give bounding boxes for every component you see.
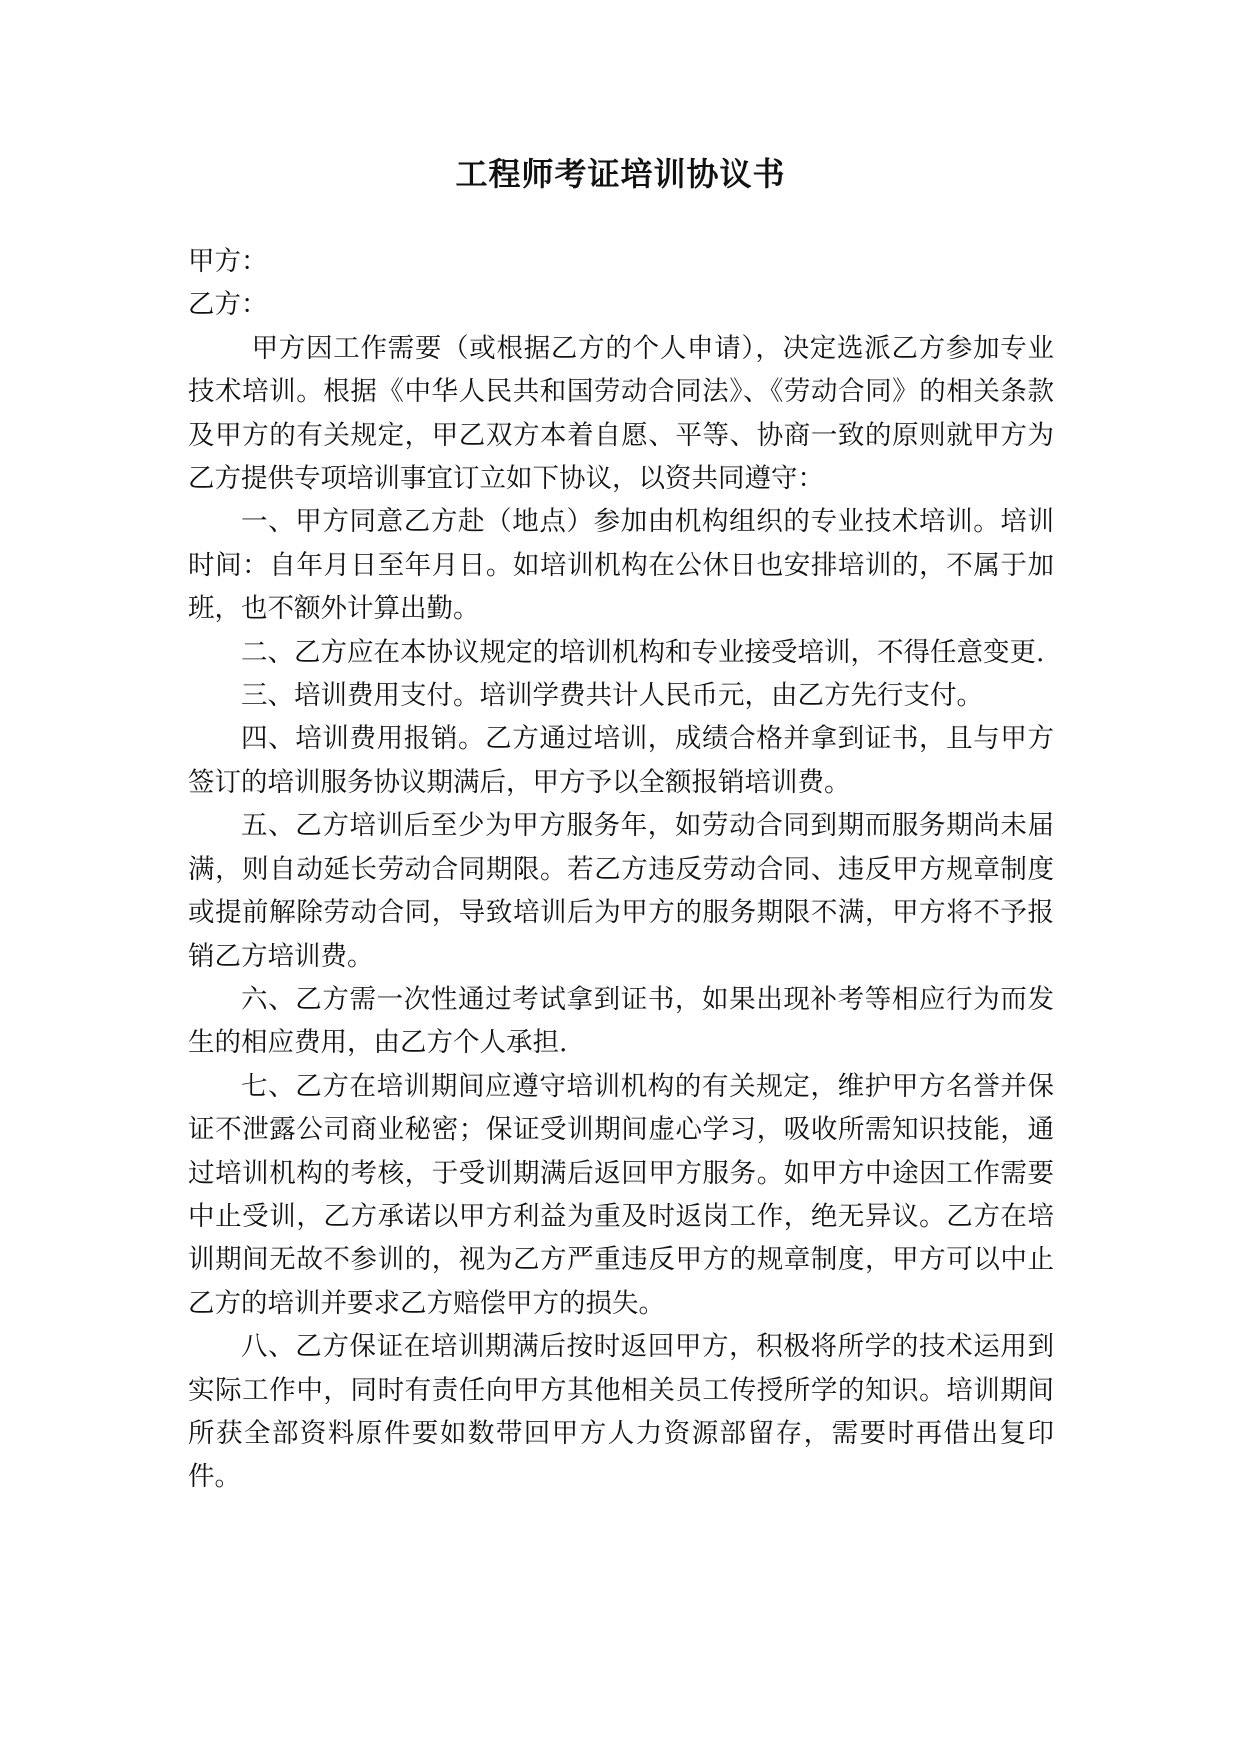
document-body (188, 240, 1054, 1499)
clause-4: 四、培训费用报销。乙方通过培训，成绩合格并拿到证书，且与甲方签订的培训服务协议期满后，甲方予以全额报销培训费。 (188, 723, 1054, 798)
clause-8: 八、乙方保证在培训期满后按时返回甲方，积极将所学的技术运用到实际工作中，同时有责任向甲方其他相关员工传授所学的知识。培训期间所获全部资料原件要如数带回甲方人力资源部留存，需要时再借出复印件。 (188, 1331, 1054, 1493)
clause-1: 一、甲方同意乙方赴（地点）参加由机构组织的专业技术培训。培训时间：自年月日至年月日。如培训机构在公休日也安排培训的，不属于加班，也不额外计算出勤。 (188, 506, 1054, 625)
party-b-line: 乙方： (188, 289, 268, 321)
document-title: 工程师考证培训协议书 (455, 155, 786, 193)
clause-6: 六、乙方需一次性通过考试拿到证书，如果出现补考等相应行为而发生的相应费用，由乙方个人承担. (188, 983, 1054, 1059)
intro-paragraph: 甲方因工作需要（或根据乙方的个人申请），决定选派乙方参加专业技术培训。根据《中华人民共和国劳动合同法》、《劳动合同》的相关条款及甲方的有关规定，甲乙双方本着自愿、平等、协商一致的原则就甲方为乙方提供专项培训事宜订立如下协议，以资共同遵守： (188, 332, 1054, 495)
clause-3: 三、培训费用支付。培训学费共计人民币元，由乙方先行支付。 (241, 680, 983, 712)
clause-7: 七、乙方在培训期间应遵守培训机构的有关规定，维护甲方名誉并保证不泄露公司商业秘密；保证受训期间虚心学习，吸收所需知识技能，通过培训机构的考核，于受训期满后返回甲方服务。如甲方中途因工作需要中止受训，乙方承诺以甲方利益为重及时返岗工作，绝无异议。乙方在培训期间无故不参训的，视为乙方严重违反甲方的规章制度，甲方可以中止乙方的培训并要求乙方赔偿甲方的损失。 (188, 1070, 1054, 1319)
clause-5: 五、乙方培训后至少为甲方服务年，如劳动合同到期而服务期尚未届满，则自动延长劳动合同期限。若乙方违反劳动合同、违反甲方规章制度或提前解除劳动合同，导致培训后为甲方的服务期限不满，甲方将不予报销乙方培训费。 (188, 810, 1054, 972)
party-a-line: 甲方： (188, 246, 268, 277)
clause-2: 二、乙方应在本协议规定的培训机构和专业接受培训，不得任意变更. (241, 636, 1045, 668)
